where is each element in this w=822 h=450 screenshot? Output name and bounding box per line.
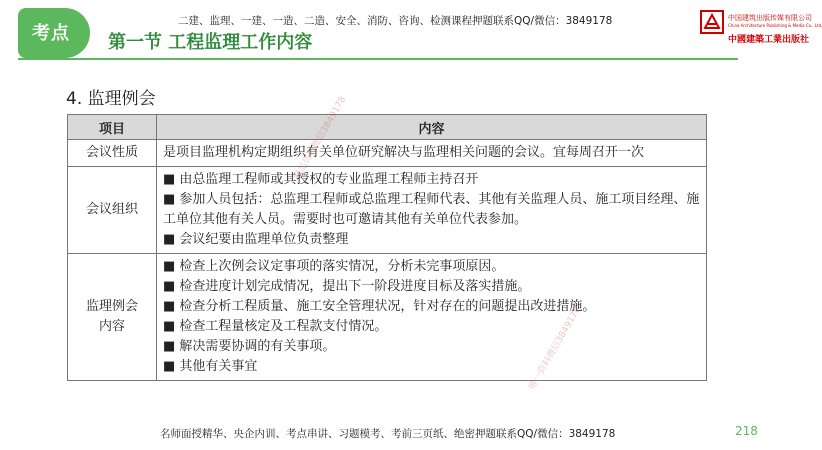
publisher-logo <box>700 10 822 50</box>
badge-label: 考点 <box>32 23 70 44</box>
content-line: ■ 会议纪要由监理单位负责整理 <box>163 232 349 247</box>
header-content: 内容 <box>157 115 707 140</box>
content-line: ■ 参加人员包括：总监理工程师或总监理工程师代表、其他有关监理人员、施工项目经理、施工单位其他有关人员。需要时也可邀请其他有关单位代表参加。 <box>163 192 700 227</box>
footer-contact-note: 名师面授精华、央企内训、考点串讲、习题模考、考前三页纸、绝密押题联系QQ/微信：3849178 <box>160 428 616 440</box>
row-label: 会议性质 <box>68 140 157 167</box>
section-title: 第一节 工程监理工作内容 <box>108 32 313 53</box>
watermark-text: 精品资料微信3849178 <box>292 95 349 182</box>
table-row <box>68 167 707 254</box>
content-line: ■ 检查进度计划完成情况，提出下一阶段进度目标及落实措施。 <box>163 279 531 294</box>
row-content <box>157 167 707 254</box>
row-content <box>157 254 707 381</box>
content-line: 是项目监理机构定期组织有关单位研究解决与监理相关问题的会议。宜每周召开一次 <box>163 145 645 160</box>
content-line: ■ 其他有关事宜 <box>163 359 258 374</box>
top-contact-note: 二建、监理、一建、一造、二造、安全、消防、咨询、检测课程押题联系QQ/微信：3849178 <box>178 15 613 27</box>
watermark-text: 唯一资料微信3849178 <box>527 305 584 392</box>
page-number: 218 <box>735 424 758 438</box>
header-divider <box>18 58 738 60</box>
publisher-name: 中国建筑出版传媒有限公司 <box>728 14 812 22</box>
table-row <box>68 140 707 167</box>
row-label-text: 监理例会内容 <box>85 299 138 334</box>
row-label <box>68 254 157 381</box>
row-label: 会议组织 <box>68 167 157 254</box>
content-line: ■ 解决需要协调的有关事项。 <box>163 339 336 354</box>
publisher-calligraphy: 中國建築工業出版社 <box>728 35 810 45</box>
content-line: ■ 检查工程量核定及工程款支付情况。 <box>163 319 388 334</box>
publisher-emblem-icon <box>700 10 724 34</box>
meeting-table <box>67 114 707 381</box>
header-item: 项目 <box>68 115 157 140</box>
content-line: ■ 检查分析工程质量、施工安全管理状况，针对存在的问题提出改进措施。 <box>163 299 596 314</box>
table-row <box>68 254 707 381</box>
publisher-english: China Architecture Publishing & Media Co., Ltd. <box>728 23 822 28</box>
content-line: ■ 由总监理工程师或其授权的专业监理工程师主持召开 <box>163 172 479 187</box>
content-line: ■ 检查上次例会议定事项的落实情况，分析未完事项原因。 <box>163 259 505 274</box>
table-header-row <box>68 115 707 140</box>
row-content <box>157 140 707 167</box>
subsection-heading: 4. 监理例会 <box>66 89 156 109</box>
